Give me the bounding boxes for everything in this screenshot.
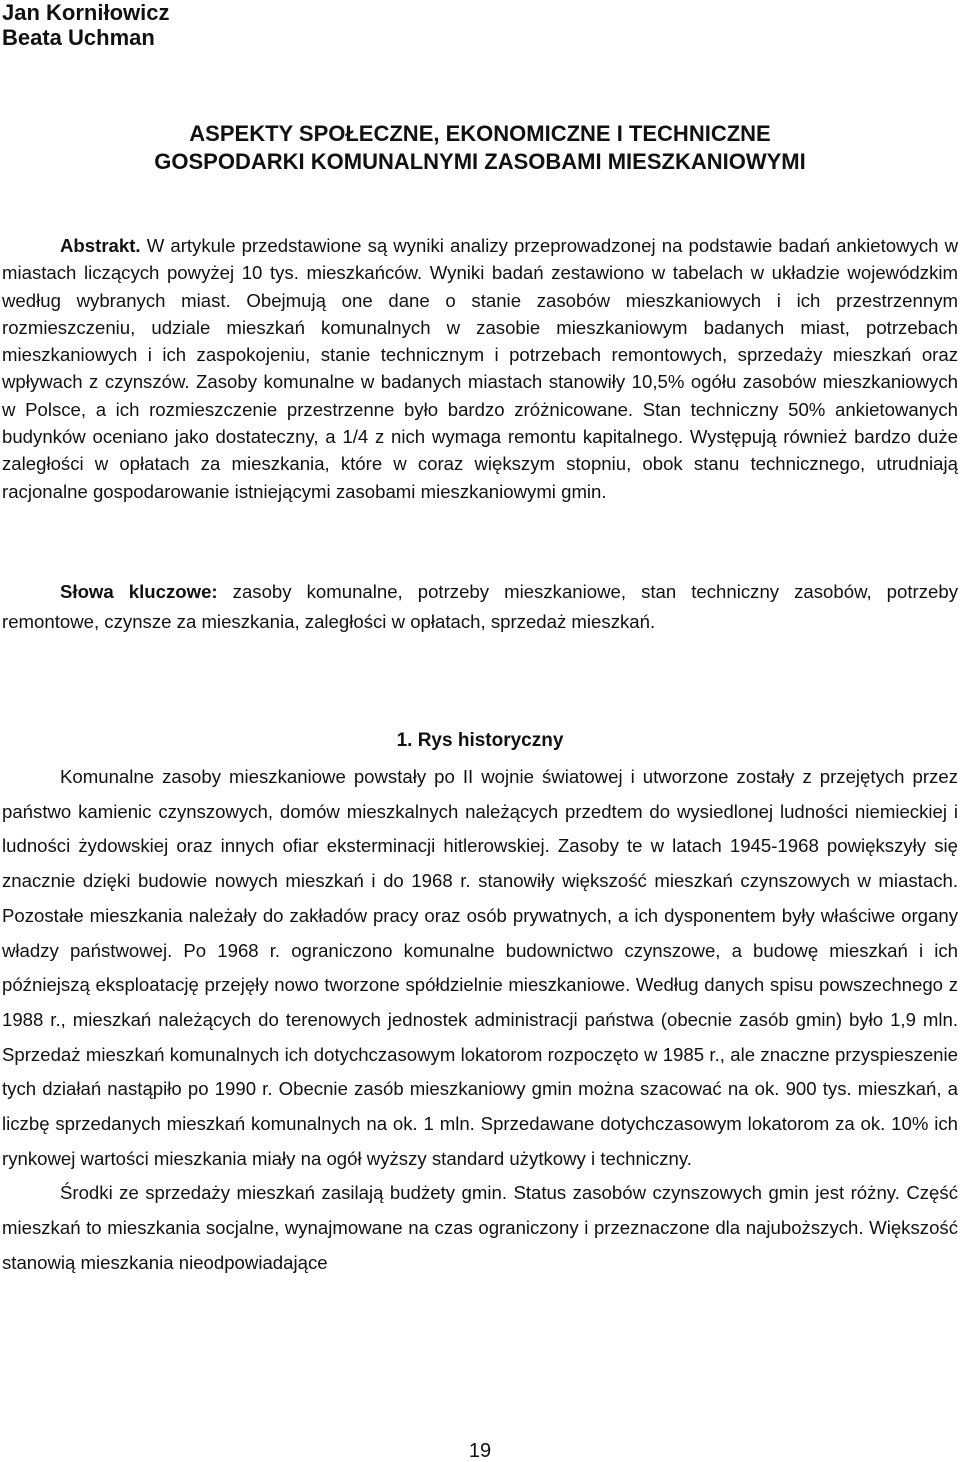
body-paragraph bbox=[2, 1176, 958, 1280]
section-body bbox=[2, 760, 958, 1281]
keywords-label: Słowa kluczowe: bbox=[60, 581, 218, 602]
title-line: ASPEKTY SPOŁECZNE, EKONOMICZNE I TECHNICZNE bbox=[189, 121, 771, 146]
abstract bbox=[2, 232, 958, 505]
page-number: 19 bbox=[468, 1440, 492, 1462]
title-line: GOSPODARKI KOMUNALNYMI ZASOBAMI MIESZKANIOWYMI bbox=[154, 149, 806, 174]
keywords-text: zasoby komunalne, potrzeby mieszkaniowe, stan techniczny zasobów, potrzeby remontowe, czynsze za mieszkania, zaległości w opłatach, sprzedaż mieszkań. bbox=[2, 581, 958, 632]
abstract-label: Abstrakt. bbox=[60, 235, 141, 256]
section-heading: 1. Rys historyczny bbox=[396, 730, 564, 751]
author-name: Jan Korniłowicz bbox=[2, 0, 170, 25]
paragraph-text: Komunalne zasoby mieszkaniowe powstały po II wojnie światowej i utworzone zostały z przejętych przez państwo kamienic czynszowych, domów mieszkalnych należących przedtem do wysiedlonej ludności niemieckiej i ludności żydowskiej oraz innych ofiar eksterminacji hitlerowskiej. Zasoby te w latach 1945-1968 powiększyły się znacznie dzięki budowie nowych mieszkań i do 1968 r. stanowiły większość mieszkań czynszowych w miastach. Pozostałe mieszkania należały do zakładów pracy oraz osób prywatnych, a ich dysponentem były właściwe organy władzy państwowej. Po 1968 r. ograniczono komunalne budownictwo czynszowe, a budowę mieszkań i ich późniejszą eksploatację przejęły nowo tworzone spółdzielnie mieszkaniowe. Według danych spisu powszechnego z 1988 r., mieszkań należących do terenowych jednostek administracji państwa (obecnie zasób gmin) było 1,9 mln. Sprzedaż mieszkań komunalnych ich dotychczasowym lokatorom rozpoczęto w 1985 r., ale znaczne przyspieszenie tych działań nastąpiło po 1990 r. Obecnie zasób mieszkaniowy gmin można szacować na ok. 900 tys. mieszkań, a liczbę sprzedanych mieszkań komunalnych na ok. 1 mln. Sprzedawane dotychczasowym lokatorom za ok. 10% ich rynkowej wartości mieszkania miały na ogół wyższy standard użytkowy i techniczny. bbox=[2, 766, 958, 1169]
keywords bbox=[2, 577, 958, 637]
abstract-text: W artykule przedstawione są wyniki analizy przeprowadzonej na podstawie badań ankietowych w miastach liczących powyżej 10 tys. mieszkańców. Wyniki badań zestawiono w tabelach w układzie wojewódzkim według wybranych miast. Obejmują one dane o stanie zasobów mieszkaniowych i ich przestrzennym rozmieszczeniu, udziale mieszkań komunalnych w zasobie mieszkaniowym badanych miast, potrzebach mieszkaniowych i ich zaspokojeniu, stanie technicznym i potrzebach remontowych, sprzedaży mieszkań oraz wpływach z czynszów. Zasoby komunalne w badanych miastach stanowiły 10,5% ogółu zasobów mieszkaniowych w Polsce, a ich rozmieszczenie przestrzenne było bardzo zróżnicowane. Stan techniczny 50% ankietowanych budynków oceniano jako dostateczny, a 1/4 z nich wymaga remontu kapitalnego. Występują również bardzo duże zaległości w opłatach za mieszkania, które w coraz większym stopniu, obok stanu technicznego, utrudniają racjonalne gospodarowanie istniejącymi zasobami mieszkaniowymi gmin. bbox=[2, 235, 958, 502]
paragraph-text: Środki ze sprzedaży mieszkań zasilają budżety gmin. Status zasobów czynszowych gmin jest różny. Część mieszkań to mieszkania socjalne, wynajmowane na czas ograniczony i przeznaczone dla najuboższych. Większość stanowią mieszkania nieodpowiadające bbox=[2, 1182, 958, 1273]
authors bbox=[2, 0, 169, 50]
author-name: Beata Uchman bbox=[2, 25, 155, 50]
body-paragraph bbox=[2, 760, 958, 1176]
article-title bbox=[0, 120, 960, 176]
